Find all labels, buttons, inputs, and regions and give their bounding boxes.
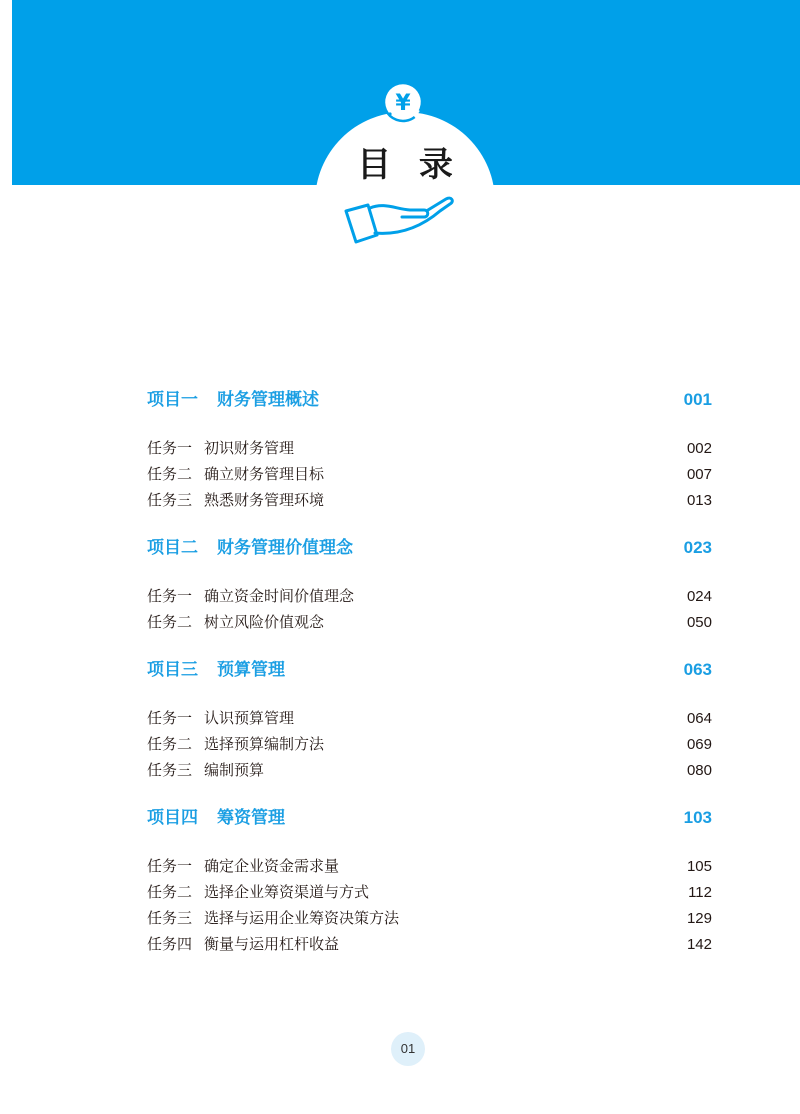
project-page-number: 023	[683, 538, 712, 557]
task-label: 任务一	[147, 588, 193, 605]
yen-symbol: ¥	[395, 91, 411, 116]
toc-task-list	[147, 706, 712, 784]
task-page-number: 007	[686, 466, 712, 483]
toc-task-item	[147, 436, 712, 462]
project-title: 财务管理价值理念	[217, 538, 353, 557]
task-label: 任务二	[147, 614, 193, 631]
task-title: 选择企业筹资渠道与方式	[204, 884, 370, 901]
project-title: 预算管理	[217, 660, 285, 679]
project-page-number: 063	[683, 660, 712, 679]
toc-task-item	[147, 880, 712, 906]
task-title: 衡量与运用杠杆收益	[204, 936, 340, 953]
project-page-number: 103	[683, 808, 712, 827]
toc-task-item	[147, 758, 712, 784]
table-of-contents	[147, 387, 712, 958]
toc-project-4	[147, 805, 712, 831]
task-label: 任务二	[147, 736, 193, 753]
task-page-number: 080	[686, 762, 712, 779]
task-title: 确定企业资金需求量	[204, 858, 340, 875]
task-page-number: 002	[686, 440, 712, 457]
toc-task-item	[147, 610, 712, 636]
task-title: 树立风险价值观念	[204, 614, 325, 631]
toc-project-2	[147, 535, 712, 561]
project-title: 筹资管理	[217, 808, 285, 827]
task-title: 编制预算	[204, 762, 265, 779]
task-label: 任务三	[147, 492, 193, 509]
toc-task-item	[147, 854, 712, 880]
hand-icon	[340, 195, 460, 247]
toc-task-list	[147, 584, 712, 636]
page-title: 目 录	[357, 145, 461, 185]
task-label: 任务一	[147, 710, 193, 727]
toc-task-list	[147, 854, 712, 958]
task-label: 任务一	[147, 858, 193, 875]
project-page-number: 001	[683, 390, 712, 409]
toc-task-item	[147, 584, 712, 610]
project-title: 财务管理概述	[217, 390, 319, 409]
task-title: 确立财务管理目标	[204, 466, 325, 483]
toc-task-item	[147, 732, 712, 758]
task-page-number: 105	[686, 858, 712, 875]
task-title: 选择与运用企业筹资决策方法	[204, 910, 400, 927]
task-page-number: 064	[686, 710, 712, 727]
task-title: 熟悉财务管理环境	[204, 492, 325, 509]
task-title: 确立资金时间价值理念	[204, 588, 355, 605]
task-page-number: 129	[686, 910, 712, 927]
yen-coin-icon	[380, 79, 426, 125]
toc-task-item	[147, 932, 712, 958]
task-page-number: 112	[688, 884, 712, 901]
task-page-number: 142	[686, 936, 712, 953]
toc-task-item	[147, 488, 712, 514]
task-label: 任务一	[147, 440, 193, 457]
project-label: 项目一	[147, 390, 198, 409]
project-label: 项目三	[147, 660, 198, 679]
toc-task-item	[147, 906, 712, 932]
task-page-number: 069	[686, 736, 712, 753]
task-page-number: 050	[686, 614, 712, 631]
project-label: 项目四	[147, 808, 198, 827]
task-label: 任务二	[147, 884, 193, 901]
task-label: 任务三	[147, 910, 193, 927]
project-label: 项目二	[147, 538, 198, 557]
page-number-badge: 01	[391, 1032, 425, 1066]
task-label: 任务三	[147, 762, 193, 779]
task-label: 任务二	[147, 466, 193, 483]
task-title: 选择预算编制方法	[204, 736, 325, 753]
task-title: 初识财务管理	[204, 440, 295, 457]
toc-task-item	[147, 706, 712, 732]
toc-task-list	[147, 436, 712, 514]
task-page-number: 013	[686, 492, 712, 509]
toc-project-3	[147, 657, 712, 683]
task-label: 任务四	[147, 936, 193, 953]
toc-project-1	[147, 387, 712, 413]
toc-task-item	[147, 462, 712, 488]
task-page-number: 024	[686, 588, 712, 605]
task-title: 认识预算管理	[204, 710, 295, 727]
